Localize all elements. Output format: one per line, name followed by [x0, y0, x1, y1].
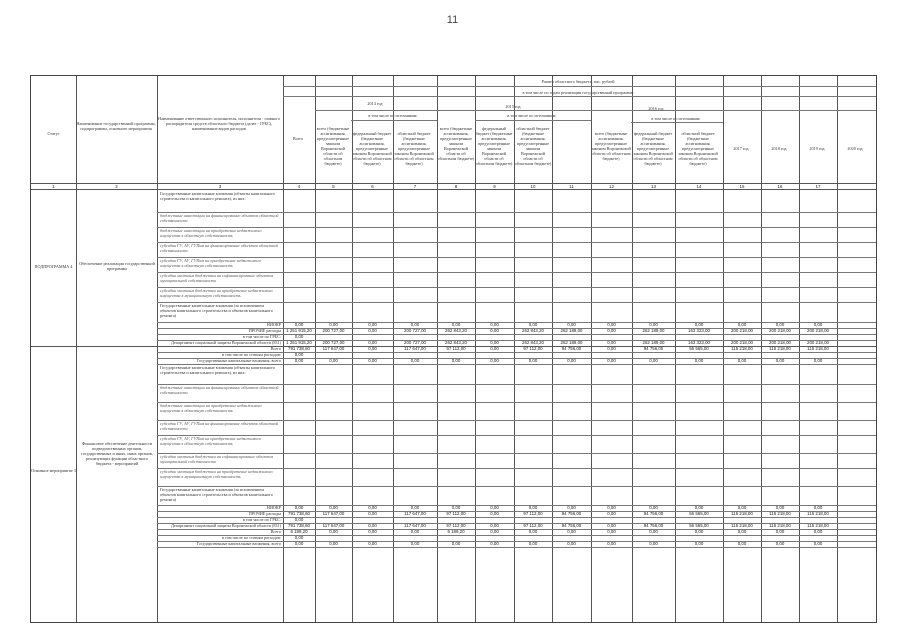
section2-summary-top-cell: 115 218,00 [731, 346, 753, 351]
section2-summary-cell: 0,00 [775, 505, 785, 510]
section2-summary-top-cell: 0,00 [649, 358, 658, 363]
section2-row: субсидии местным бюджетам на софинансирование объектов муниципальной собственности [160, 454, 274, 464]
section2-summary-top-cell: 56 565,00 [689, 346, 709, 351]
section2-row: субсидии ГУ, АУ, ГУПам на финансирование объектов областной собственности [160, 421, 278, 431]
section1-summary-cell: 163 323,00 [688, 328, 710, 333]
section2-summary-cell: 0,00 [329, 541, 338, 546]
section1-row: субсидии местным бюджетам на софинансирование объектов муниципальной собственности [160, 273, 274, 283]
section1-summary-cell: 0,00 [490, 328, 499, 333]
column-number: 2 [115, 184, 118, 189]
section2-row: Государственные капитальные вложения (за исключением объектов капитального строительства и объектов капитального ремонта) [160, 487, 273, 502]
section2-summary-cell: 115 218,00 [807, 511, 829, 516]
section2-summary-cell: 0,00 [528, 505, 538, 510]
section2-summary-cell: 0,00 [368, 505, 377, 510]
section2-summary-top-cell: 0,00 [737, 358, 747, 363]
section2-summary-cell: 0,00 [775, 529, 785, 534]
section2-summary-cell: 0,00 [294, 535, 304, 540]
header-src-3c: областной бюджет (бюджетные ассигнования, предусмотренные законом Воронежской области об областном бюджете) [678, 131, 718, 166]
section1-row: субсидии ГУ, АУ, ГУПам на финансирование объектов областной собственности [160, 243, 278, 253]
column-number: 9 [493, 184, 496, 189]
section2-summary-cell: 0,00 [329, 505, 338, 510]
section1-summary-cell: 262 189,00 [560, 328, 583, 333]
section2-summary-cell: 0,00 [490, 523, 499, 528]
header-line [351, 120, 437, 121]
section2-summary-cell: 0,00 [649, 541, 658, 546]
section2-summary-cell: 0,00 [490, 511, 499, 516]
section1-summary-cell: 262 189,00 [642, 328, 665, 333]
section2-summary-cell: 0,00 [737, 529, 747, 534]
section2-summary-label: Департамент социальной защиты Воронежской области (831) [170, 523, 281, 528]
header-year-2014: 2014 год [367, 101, 383, 106]
section2-summary-label: в том числе по статьям расходов: [222, 535, 281, 540]
section2-summary-cell: 0,00 [368, 511, 377, 516]
column-number: 6 [371, 184, 374, 189]
section1-summary-label: в том числе по ГРБС: [242, 334, 281, 339]
section1-summary-cell: 262 189,00 [642, 340, 665, 345]
section2-summary-top-cell: 0,00 [813, 358, 823, 363]
section1-summary-cell: 0,00 [368, 340, 377, 345]
section2-summary-cell: 115 218,00 [769, 511, 791, 516]
section1-summary-cell: 200 218,00 [807, 340, 829, 345]
section2-summary-cell: 0,00 [737, 541, 747, 546]
section2-summary-cell: 0,00 [737, 505, 747, 510]
column-number: 15 [739, 184, 745, 189]
section2-row: бюджетные инвестиции на финансирование объектов областной собственности [160, 385, 279, 395]
section2-summary-label: Государственные капитальные вложения, всего [196, 541, 281, 546]
column-number: 4 [297, 184, 301, 189]
section2-status: Основное мероприятие 3 [31, 468, 76, 473]
section2-summary-cell: 791 738,60 [288, 511, 310, 516]
section1-row: субсидии ГУ, АУ, ГУПам на приобретение недвижимого имущества в областную собственность [160, 258, 261, 268]
section2-summary-top-label: Всего [270, 346, 281, 351]
column-number: 13 [651, 184, 656, 189]
header-status: Статус [47, 131, 60, 136]
section2-summary-cell: 0,00 [410, 529, 420, 534]
section1-summary-cell: 0,00 [567, 322, 576, 327]
section1-summary-label: НИОКР [266, 322, 281, 327]
section1-summary-label: Департамент социальной защиты Воронежской области (831) [170, 340, 281, 345]
section2-summary-cell: 0,00 [410, 505, 420, 510]
section2-summary-top-cell: 94 756,00 [643, 346, 664, 351]
column-number: 11 [569, 184, 574, 189]
colnum-line [31, 189, 876, 190]
header-program-name: Наименование государственной программы, подпрограммы, основного мероприятия [76, 121, 156, 131]
column-number: 5 [332, 184, 335, 189]
section2-summary-cell: 0,00 [567, 505, 576, 510]
section2-summary-top-label: в том числе по статьям расходов: [222, 352, 281, 357]
column-number: 8 [454, 184, 458, 189]
section2-summary-top-cell: 117 647,00 [404, 346, 426, 351]
section1-summary-cell: 0,00 [294, 322, 304, 327]
column-number: 1 [52, 184, 55, 189]
section1-summary-label: ПРОЧИЕ расходы [248, 328, 281, 333]
row-line [157, 547, 876, 548]
section2-summary-top-cell: 0,00 [294, 352, 304, 357]
section2-summary-cell: 117 647,00 [404, 523, 426, 528]
column-number: 16 [777, 184, 783, 189]
section2-summary-cell: 0,00 [368, 523, 377, 528]
column-number: 17 [815, 184, 821, 189]
section2-summary-top-label: Государственные капитальные вложения, всего [196, 358, 281, 363]
section2-summary-top-cell: 115 218,00 [769, 346, 791, 351]
section2-summary-top-cell: 117 647,00 [322, 346, 345, 351]
section2-row: субсидии ГУ, АУ, ГУПам на приобретение недвижимого имущества в областную собственность [160, 436, 261, 446]
header-year-2017: 2017 год [733, 146, 749, 151]
header-src-2b: федеральный бюджет (бюджетные ассигнования, предусмотренные законом Воронежской области об областном бюджете) [475, 126, 513, 166]
section1-summary-cell: 163 323,00 [688, 340, 710, 345]
section2-summary-cell: 0,00 [813, 541, 823, 546]
section2-summary-top-cell: 0,00 [607, 358, 616, 363]
section1-summary-cell: 200 218,00 [769, 328, 791, 333]
section2-summary-top-cell: 0,00 [490, 346, 499, 351]
section2-summary-label: Всего [270, 529, 281, 534]
section2-summary-top-cell: 0,00 [451, 358, 461, 363]
column-number: 3 [218, 184, 222, 189]
section1-program: Обеспечение реализации государственной программы [79, 261, 155, 271]
section1-summary-cell: 0,00 [294, 334, 304, 339]
header-year-2019: 2019 год [809, 146, 825, 151]
section2-summary-cell: 0,00 [490, 505, 499, 510]
section1-summary-cell: 200 218,00 [731, 328, 753, 333]
section1-summary-cell: 0,00 [813, 322, 823, 327]
section1-status: ПОДПРОГРАММА 4 [34, 264, 73, 269]
section2-summary-label: в том числе по ГРБС: [242, 517, 281, 522]
section2-summary-cell: 0,00 [368, 541, 377, 546]
section2-summary-top-cell: 115 218,00 [807, 346, 829, 351]
section1-row: Государственные капитальные вложения (за исключением объектов капитального строительства и объектов капитального ремонта) [160, 303, 273, 318]
section2-summary-top-cell: 0,00 [528, 358, 538, 363]
section1-summary-cell: 200 727,00 [404, 328, 426, 333]
section1-summary-cell: 0,00 [329, 322, 338, 327]
section2-summary-cell: 117 647,00 [322, 511, 345, 516]
section2-summary-cell: 0,00 [567, 529, 576, 534]
section2-summary-top-cell: 97 112,00 [523, 346, 543, 351]
section1-summary-cell: 0,00 [607, 340, 616, 345]
section1-summary-cell: 0,00 [607, 328, 616, 333]
header-src-3: областной бюджет (бюджетные ассигнования, предусмотренные законом Воронежской области об областном бюджете) [394, 131, 434, 166]
header-in-that-2: в том числе по источникам: [507, 113, 557, 118]
section2-summary-top-cell: 97 112,00 [446, 346, 466, 351]
section1-summary-cell: 0,00 [775, 322, 785, 327]
section2-summary-top-cell: 94 756,00 [561, 346, 582, 351]
section1-row: бюджетные инвестиции на приобретение недвижимого имущества в областную собственность [160, 228, 262, 238]
section2-summary-cell: 0,00 [694, 541, 704, 546]
section2-summary-top-cell: 791 738,60 [288, 346, 310, 351]
section2-summary-cell: 0,00 [451, 541, 461, 546]
section2-summary-cell: 97 112,00 [446, 523, 466, 528]
section1-summary-cell: 0,00 [737, 322, 747, 327]
section2-summary-top-cell: 0,00 [567, 358, 576, 363]
section2-row: Государственные капитальные вложения (объекты капитального строительства и капитального ремонта), из них: [160, 365, 276, 375]
section2-summary-cell: 0,00 [813, 505, 823, 510]
section1-summary-cell: 262 843,20 [445, 328, 467, 333]
section2-summary-cell: 117 647,00 [322, 523, 345, 528]
column-line [76, 76, 77, 622]
section2-row: бюджетные инвестиции на приобретение недвижимого имущества в областную собственность [160, 403, 262, 413]
column-number: 12 [609, 184, 614, 189]
section2-summary-top-cell: 0,00 [294, 358, 304, 363]
header-src-2: федеральный бюджет (бюджетные ассигнования, предусмотренные законом Воронежской области об областном бюджете) [352, 131, 392, 166]
section1-row: бюджетные инвестиции на финансирование объектов областной собственности [160, 213, 279, 223]
section1-summary-cell: 200 218,00 [769, 340, 791, 345]
section2-summary-cell: 94 756,00 [643, 523, 664, 528]
header-in-that-3: в том числе по источникам: [651, 116, 701, 121]
section2-summary-cell: 0,00 [607, 541, 616, 546]
section2-summary-cell: 56 565,00 [689, 511, 709, 516]
section2-summary-cell: 0,00 [451, 505, 461, 510]
column-number: 14 [696, 184, 702, 189]
section2-summary-cell: 0,00 [607, 523, 616, 528]
section2-summary-top-cell: 0,00 [410, 358, 420, 363]
section2-summary-cell: 0,00 [649, 529, 658, 534]
section1-summary-cell: 200 727,00 [404, 340, 426, 345]
section2-summary-cell: 6 189,20 [447, 529, 465, 534]
section1-summary-cell: 262 843,20 [445, 340, 467, 345]
header-line [315, 110, 876, 111]
section1-summary-cell: 200 727,00 [322, 328, 345, 333]
section2-summary-label: НИОКР [266, 505, 281, 510]
header-top: Размер областного бюджета, тыс. рублей [541, 79, 615, 84]
section1-summary-cell: 1 251 915,20 [286, 340, 312, 345]
section2-summary-cell: 97 112,00 [523, 511, 543, 516]
section1-summary-cell: 0,00 [607, 322, 616, 327]
header-year-2018: 2018 год [771, 146, 787, 151]
section1-summary-cell: 262 843,20 [522, 328, 544, 333]
section2-summary-cell: 0,00 [528, 541, 538, 546]
section2-summary-top-cell: 0,00 [368, 358, 377, 363]
section2-summary-cell: 94 756,00 [561, 523, 582, 528]
header-src-1c: всего (бюджетные ассигнования, предусмотренные законом Воронежской области об областном бюджете) [591, 131, 631, 161]
section1-summary-cell: 0,00 [451, 322, 461, 327]
section1-summary-cell: 200 218,00 [731, 340, 753, 345]
section2-summary-top-cell: 0,00 [368, 346, 377, 351]
section2-summary-cell: 0,00 [368, 529, 377, 534]
section1-summary-cell: 1 251 915,20 [286, 328, 312, 333]
section1-summary-cell: 200 727,00 [322, 340, 345, 345]
section2-summary-cell: 56 565,00 [689, 523, 709, 528]
section2-summary-cell: 115 218,00 [731, 523, 753, 528]
section2-summary-cell: 94 756,00 [561, 511, 582, 516]
header-budget-name: Наименование ответственного исполнителя, исполнителя - главного распорядителя средств областного бюджета (далее - ГРБС), наименование видов расходов [158, 116, 280, 131]
section2-summary-cell: 97 112,00 [446, 511, 466, 516]
header-line [283, 96, 876, 97]
section2-summary-cell: 115 218,00 [769, 523, 791, 528]
section1-summary-cell: 200 218,00 [807, 328, 829, 333]
header-total: Всего [292, 136, 304, 141]
section2-summary-cell: 0,00 [694, 529, 704, 534]
section2-summary-cell: 0,00 [490, 541, 499, 546]
section2-summary-top-cell: 0,00 [607, 346, 616, 351]
section2-summary-cell: 0,00 [607, 505, 616, 510]
budget-table [30, 75, 877, 623]
section2-summary-cell: 0,00 [649, 505, 658, 510]
section2-summary-cell: 94 756,00 [643, 511, 664, 516]
section1-summary-cell: 0,00 [528, 322, 538, 327]
section2-summary-top-cell: 0,00 [775, 358, 785, 363]
section2-summary-cell: 0,00 [294, 505, 304, 510]
section2-summary-cell: 0,00 [813, 529, 823, 534]
section2-summary-cell: 0,00 [294, 517, 304, 522]
section2-summary-cell: 0,00 [528, 529, 538, 534]
header-src-2c: федеральный бюджет (бюджетные ассигнования, предусмотренные законом Воронежской области об областном бюджете) [633, 131, 673, 166]
section2-summary-cell: 6 189,20 [290, 529, 308, 534]
section2-summary-cell: 0,00 [490, 529, 499, 534]
header-src-1b: всего (бюджетные ассигнования, предусмотренные законом Воронежской области об областном бюджете) [437, 126, 475, 161]
header-in-that-1: в том числе по источникам: [368, 113, 418, 118]
section2-summary-cell: 791 738,60 [288, 523, 310, 528]
section1-summary-cell: 262 843,20 [522, 340, 544, 345]
header-src-1: всего (бюджетные ассигнования, предусмотренные законом Воронежской области об областном бюджете) [316, 126, 350, 166]
section1-summary-cell: 262 189,00 [560, 340, 583, 345]
section2-summary-cell: 115 218,00 [731, 511, 753, 516]
header-src-3b: областной бюджет (бюджетные ассигнования, предусмотренные законом Воронежской области об областном бюджете) [514, 126, 552, 166]
header-year-2015: 2015 год [505, 104, 521, 109]
section2-summary-cell: 0,00 [694, 505, 704, 510]
section1-summary-cell: 0,00 [410, 322, 420, 327]
section1-summary-cell: 0,00 [694, 322, 704, 327]
section2-summary-cell: 0,00 [567, 541, 576, 546]
column-number: 7 [413, 184, 417, 189]
section1-summary-cell: 0,00 [368, 322, 377, 327]
section2-summary-top-cell: 0,00 [694, 358, 704, 363]
header-line [631, 122, 723, 123]
section1-summary-cell: 0,00 [368, 328, 377, 333]
page-number: 11 [446, 14, 459, 26]
section1-summary-cell: 0,00 [490, 340, 499, 345]
section2-summary-cell: 0,00 [294, 541, 304, 546]
header-line [283, 86, 876, 87]
header-sub-top: в том числе по годам реализации государственной программы [522, 90, 634, 95]
section2-summary-cell: 115 218,00 [807, 523, 829, 528]
section1-row: субсидии местным бюджетам на приобретение недвижимого имущества в муниципальную собственность [160, 288, 273, 298]
header-year-2016: 2016 год [648, 106, 664, 111]
section2-summary-cell: 0,00 [775, 541, 785, 546]
section2-summary-cell: 0,00 [607, 511, 616, 516]
header-year-2020: 2020 год [847, 146, 863, 151]
section1-row: Государственные капитальные вложения (объекты капитального строительства и капитального ремонта), из них: [160, 191, 276, 201]
section2-program: Финансовое обеспечение деятельности подведомственных органов, государственных и иных, иных органов, реализующих функции областного бюджета - мероприятий [81, 441, 153, 466]
section2-summary-cell: 97 112,00 [523, 523, 543, 528]
section2-summary-cell: 0,00 [410, 541, 420, 546]
section2-summary-cell: 117 647,00 [404, 511, 426, 516]
header-line [475, 120, 591, 121]
section1-summary-cell: 0,00 [649, 322, 658, 327]
section2-summary-top-cell: 0,00 [490, 358, 499, 363]
section2-summary-cell: 0,00 [607, 529, 616, 534]
section2-row: субсидии местным бюджетам на приобретение недвижимого имущества в муниципальную собственность [160, 469, 273, 479]
section2-summary-label: ПРОЧИЕ расходы [248, 511, 281, 516]
section2-summary-top-cell: 0,00 [329, 358, 338, 363]
section2-summary-cell: 0,00 [329, 529, 338, 534]
column-number: 10 [530, 184, 536, 189]
section1-summary-cell: 0,00 [490, 322, 499, 327]
